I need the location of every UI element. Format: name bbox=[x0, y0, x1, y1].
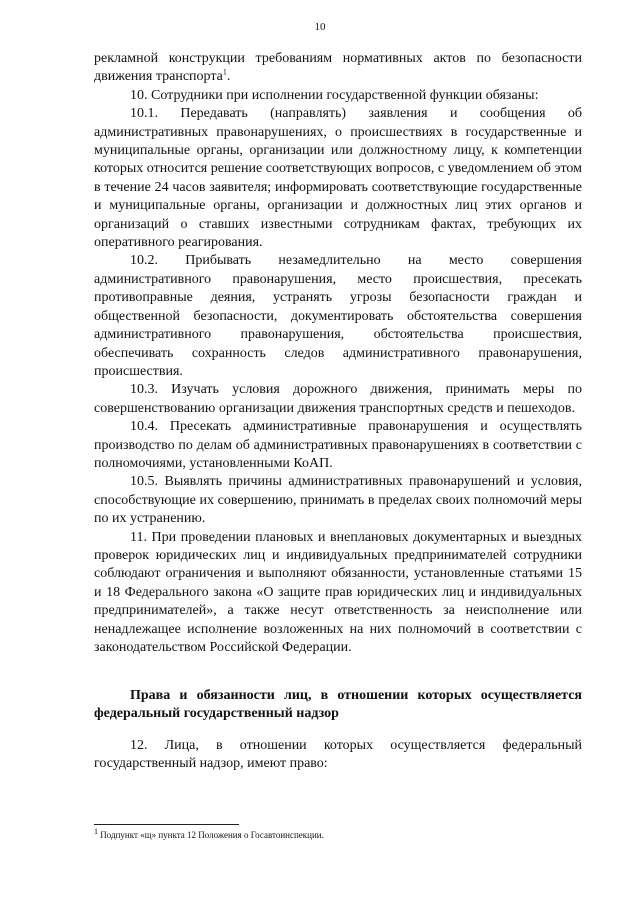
paragraph-10-5: 10.5. Выявлять причины административных правонарушений и условия, способствующие их совершению, принимать в пределах своих полномочий меры по их устранению. bbox=[94, 474, 582, 527]
section-heading: Права и обязанности лиц, в отношении которых осуществляется федеральный государственный надзор bbox=[94, 688, 582, 722]
footnote-text: Подпункт «щ» пункта 12 Положения о Госавтоинспекции. bbox=[98, 830, 324, 840]
paragraph-10-1: 10.1. Передавать (направлять) заявления и сообщения об административных правонарушениях, о происшествиях в государственные и муниципальные органы, организации или должностному лицу, к компетенции которых относится решение соответствующих вопросов, с уведомлением об этом в течение 24 часов заявителя; информировать соответствующие государственные и муниципальные органы, организации и должностных лиц этих органов и организаций о ставших известными сотрудникам фактах, требующих их оперативного реагирования. bbox=[94, 106, 582, 251]
footnote bbox=[94, 829, 582, 841]
paragraph-11: 11. При проведении плановых и внеплановых документарных и выездных проверок юридических лиц и индивидуальных предпринимателей сотрудники соблюдают ограничения и выполняют обязанности, установленные статьями 15 и 18 Федерального закона «О защите прав юридических лиц и индивидуальных предпринимателей», а также несут ответственность за неисполнение или ненадлежащее исполнение возложенных на них полномочий в соответствии с законодательством Российской Федерации. bbox=[94, 529, 582, 655]
paragraph-10-4: 10.4. Пресекать административные правонарушения и осуществлять производство по делам об административных правонарушениях в соответствии с полномочиями, установленными КоАП. bbox=[94, 419, 582, 471]
paragraph-12: 12. Лица, в отношении которых осуществляется федеральный государственный надзор, имеют право: bbox=[94, 738, 582, 772]
footnote-reference[interactable]: 1 bbox=[222, 67, 227, 77]
body-text bbox=[94, 50, 582, 657]
paragraph-continuation bbox=[94, 50, 582, 87]
footnote-marker: 1 bbox=[94, 827, 98, 836]
paragraph-10-3: 10.3. Изучать условия дорожного движения, принимать меры по совершенствованию организации движения транспортных средств и пешеходов. bbox=[94, 382, 582, 416]
paragraph-continuation-end: . bbox=[226, 69, 231, 85]
paragraph-10-2: 10.2. Прибывать незамедлительно на место совершения административного правонарушения, место происшествия, пресекать противоправные деяния, устранять угрозы безопасности граждан и общественной безопасности, документировать обстоятельства совершения административного правонарушения, обстоятельства происшествия, обеспечивать сохранность следов административного правонарушения, происшествия. bbox=[94, 253, 582, 379]
footnote-divider bbox=[94, 824, 239, 825]
paragraph-10: 10. Сотрудники при исполнении государственной функции обязаны: bbox=[130, 87, 539, 103]
page-number: 10 bbox=[314, 21, 326, 33]
paragraph-continuation-text: рекламной конструкции требованиям нормативных актов по безопасности движения транспорта bbox=[94, 51, 582, 85]
